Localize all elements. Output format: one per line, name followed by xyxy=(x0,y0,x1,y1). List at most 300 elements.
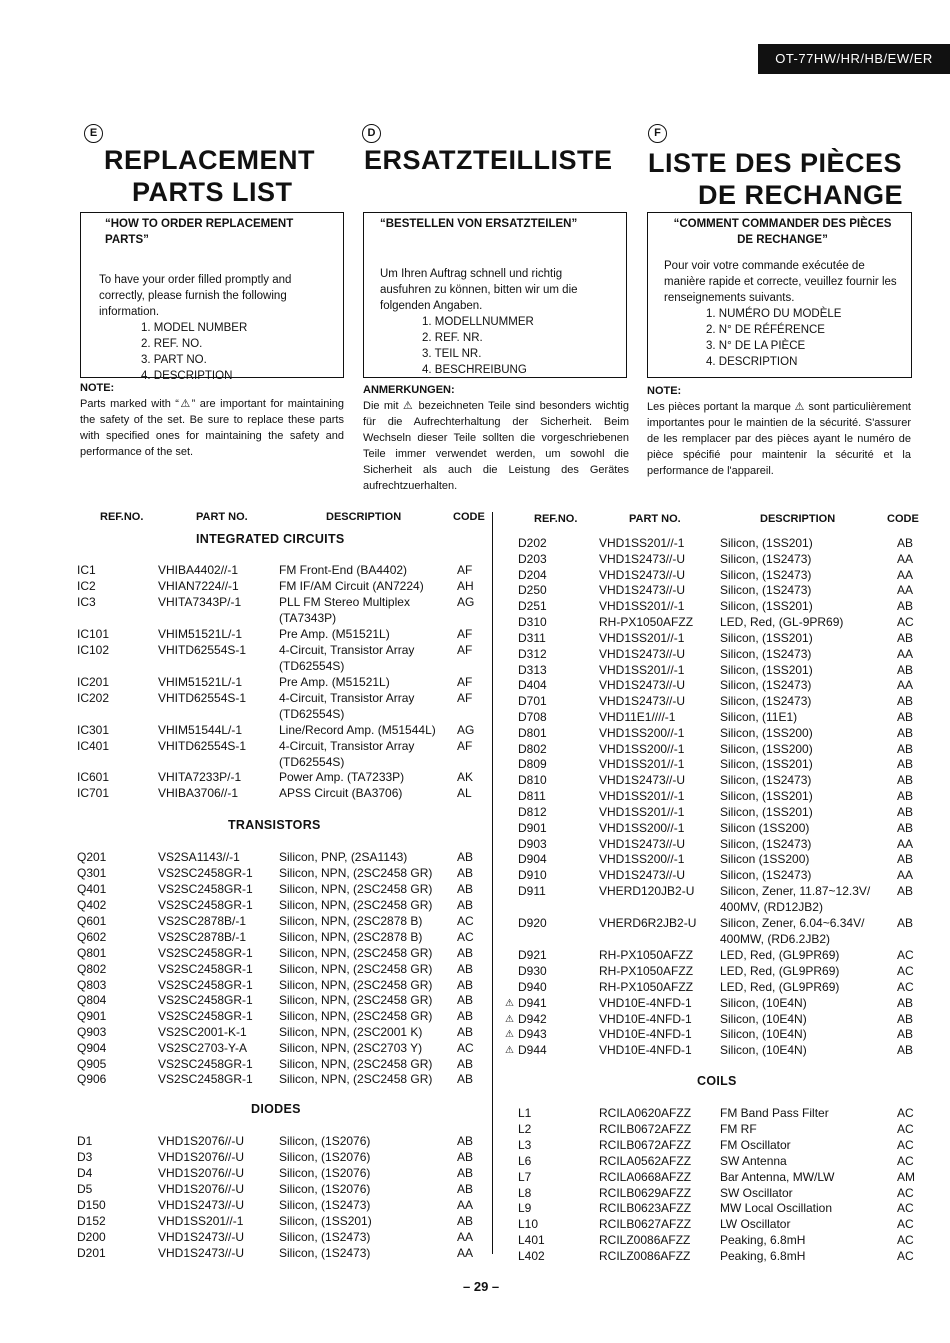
order-box-heading: “HOW TO ORDER REPLACEMENT PARTS” xyxy=(105,218,294,246)
note-text: Die mit ⚠ bezeichneten Teile sind besonders wichtig für die Aufrechterhaltung der Sicherheit. Beim Wechseln dieser Teile sollten die vorgeschriebenen Teile immer verwendet werden, um sowohl die Sicherheit als auch die Leistung des Gerätes aufrechtzuerhalten. xyxy=(363,400,629,492)
part-no-cell: VS2SC2703-Y-A xyxy=(158,1041,247,1055)
description-cell: Silicon, (10E4N) xyxy=(720,1043,807,1057)
ref-cell: D404 xyxy=(518,678,547,692)
description-cell: Power Amp. (TA7233P) xyxy=(279,770,405,784)
order-box-de xyxy=(363,212,627,378)
ref-cell: IC3 xyxy=(77,595,96,609)
description-cell: Silicon, NPN, (2SC2458 GR) xyxy=(279,866,433,880)
description-cell: 4-Circuit, Transistor Array xyxy=(279,643,415,657)
code-cell: AB xyxy=(897,773,914,787)
part-no-cell: VHITA7343P/-1 xyxy=(158,595,242,609)
description-cell: Silicon, NPN, (2SC2458 GR) xyxy=(279,978,433,992)
part-no-cell: VHD1S2076//-U xyxy=(158,1134,245,1148)
description-cell: Silicon, (1S2473) xyxy=(720,678,812,692)
part-no-cell: VHIBA3706//-1 xyxy=(158,786,239,800)
code-cell: AB xyxy=(897,916,914,930)
part-no-cell: VS2SC2878B/-1 xyxy=(158,914,247,928)
ref-cell: D250 xyxy=(518,583,547,597)
part-no-cell: VHITD62554S-1 xyxy=(158,739,247,753)
description-cell: 400MV, (RD12JB2) xyxy=(720,900,823,914)
part-no-cell: VHD1SS201//-1 xyxy=(599,789,685,803)
description-cell: Line/Record Amp. (M51544L) xyxy=(279,723,436,737)
code-cell: AA xyxy=(457,1230,474,1244)
description-cell: Silicon, (1SS201) xyxy=(720,789,813,803)
part-no-cell: VHIM51521L/-1 xyxy=(158,675,243,689)
code-cell: AB xyxy=(897,821,914,835)
ref-cell: Q602 xyxy=(77,930,107,944)
description-cell: Silicon, NPN, (2SC2878 B) xyxy=(279,930,423,944)
ref-cell: D203 xyxy=(518,552,547,566)
part-no-cell: VHERD120JB2-U xyxy=(599,884,695,898)
part-no-cell: VHD1S2473//-U xyxy=(158,1198,245,1212)
part-no-cell: VHD1S2473//-U xyxy=(599,868,686,882)
header-part-right: PART NO. xyxy=(629,513,681,525)
code-cell: AB xyxy=(897,757,914,771)
code-cell: AC xyxy=(897,964,914,978)
code-cell: AB xyxy=(897,726,914,740)
description-cell: Silicon, (10E4N) xyxy=(720,996,807,1010)
code-cell: AB xyxy=(457,946,474,960)
order-box-heading: “COMMENT COMMANDER DES PIÈCES DE RECHANGE” xyxy=(673,218,892,246)
description-cell: Silicon, PNP, (2SA1143) xyxy=(279,850,408,864)
ref-cell: D811 xyxy=(518,789,546,803)
order-box-heading: “BESTELLEN VON ERSATZTEILEN” xyxy=(380,218,578,230)
part-no-cell: VHD1S2076//-U xyxy=(158,1182,245,1196)
ref-cell: Q906 xyxy=(77,1072,107,1086)
order-box-list xyxy=(664,306,901,370)
ref-cell: D201 xyxy=(77,1246,106,1260)
part-no-cell: VHD1S2076//-U xyxy=(158,1166,245,1180)
code-cell: AC xyxy=(457,930,474,944)
code-cell: AB xyxy=(457,866,474,880)
part-no-cell: VHD1S2473//-U xyxy=(158,1246,245,1260)
description-cell: Silicon, NPN, (2SC2458 GR) xyxy=(279,993,433,1007)
part-no-cell: VHD10E-4NFD-1 xyxy=(599,1043,692,1057)
order-item: 4. DESCRIPTION xyxy=(706,356,798,368)
ref-cell: Q804 xyxy=(77,993,107,1007)
title-fr-line1: LISTE DES PIÈCES xyxy=(648,148,903,178)
part-no-cell: RCILZ0086AFZZ xyxy=(599,1249,691,1263)
description-cell: (TD62554S) xyxy=(279,707,345,721)
ref-cell: D901 xyxy=(518,821,547,835)
code-cell: AB xyxy=(897,599,914,613)
code-cell: AB xyxy=(457,1166,474,1180)
ref-cell: D802 xyxy=(518,742,547,756)
ref-cell: Q901 xyxy=(77,1009,107,1023)
code-cell: AC xyxy=(897,1106,914,1120)
ref-cell: IC2 xyxy=(77,579,96,593)
header-desc-right: DESCRIPTION xyxy=(760,513,836,525)
description-cell: (TD62554S) xyxy=(279,755,345,769)
code-cell: AA xyxy=(897,678,914,692)
part-no-cell: VHITA7233P/-1 xyxy=(158,770,242,784)
description-cell: LED, Red, (GL9PR69) xyxy=(720,948,840,962)
code-cell: AG xyxy=(457,595,475,609)
ref-cell: D930 xyxy=(518,964,547,978)
ref-cell: D910 xyxy=(518,868,547,882)
code-cell: AC xyxy=(897,980,914,994)
part-no-cell: VHD1SS201//-1 xyxy=(599,757,685,771)
description-cell: Silicon, NPN, (2SC2458 GR) xyxy=(279,1009,433,1023)
code-cell: AA xyxy=(457,1246,474,1260)
ref-cell: D310 xyxy=(518,615,547,629)
part-no-cell: RH-PX1050AFZZ xyxy=(599,948,694,962)
code-cell: AH xyxy=(457,579,474,593)
page-number: – 29 – xyxy=(463,1279,500,1294)
part-no-cell: RCILB0672AFZZ xyxy=(599,1122,692,1136)
lang-icon-e: E xyxy=(84,124,103,143)
ref-cell: D903 xyxy=(518,837,547,851)
ref-cell: D943 xyxy=(518,1027,547,1041)
model-badge: OT-77HW/HR/HB/EW/ER xyxy=(758,44,950,74)
code-cell: AM xyxy=(897,1170,915,1184)
note-de xyxy=(363,382,629,494)
code-cell: AC xyxy=(897,615,914,629)
ref-cell: L9 xyxy=(518,1201,532,1215)
part-no-cell: VHD10E-4NFD-1 xyxy=(599,1027,692,1041)
ref-cell: IC401 xyxy=(77,739,110,753)
code-cell: AB xyxy=(457,1214,474,1228)
code-cell: AG xyxy=(457,723,475,737)
part-no-cell: VS2SC2458GR-1 xyxy=(158,898,253,912)
part-no-cell: VHD1SS201//-1 xyxy=(599,599,685,613)
description-cell: Silicon, NPN, (2SC2001 K) xyxy=(279,1025,423,1039)
code-cell: AC xyxy=(457,914,474,928)
part-no-cell: RCILB0627AFZZ xyxy=(599,1217,692,1231)
ref-cell: D313 xyxy=(518,663,547,677)
code-cell: AB xyxy=(457,882,474,896)
description-cell: Silicon, (1S2473) xyxy=(720,837,812,851)
ref-cell: D200 xyxy=(77,1230,106,1244)
part-no-cell: VS2SC2878B/-1 xyxy=(158,930,247,944)
code-cell: AB xyxy=(457,1057,474,1071)
description-cell: MW Local Oscillation xyxy=(720,1201,833,1215)
code-cell: AC xyxy=(897,1154,914,1168)
order-box-en xyxy=(80,212,344,382)
ref-cell: D202 xyxy=(518,536,547,550)
note-heading: NOTE: xyxy=(80,382,115,394)
description-cell: Silicon, NPN, (2SC2458 GR) xyxy=(279,946,433,960)
code-cell: AA xyxy=(897,647,914,661)
part-no-cell: VHIBA4402//-1 xyxy=(158,563,239,577)
ref-cell: Q905 xyxy=(77,1057,107,1071)
description-cell: Silicon, (1SS201) xyxy=(720,757,813,771)
code-cell: AB xyxy=(897,884,914,898)
code-cell: AK xyxy=(457,770,474,784)
part-no-cell: VHD1S2473//-U xyxy=(599,837,686,851)
part-no-cell: VS2SC2458GR-1 xyxy=(158,1072,253,1086)
ref-cell: D904 xyxy=(518,852,547,866)
part-no-cell: VS2SC2458GR-1 xyxy=(158,978,253,992)
description-cell: Bar Antenna, MW/LW xyxy=(720,1170,835,1184)
part-no-cell: VS2SC2001-K-1 xyxy=(158,1025,247,1039)
ref-cell: D921 xyxy=(518,948,547,962)
description-cell: Silicon, (1S2473) xyxy=(720,583,812,597)
description-cell: Silicon, (1S2473) xyxy=(720,868,812,882)
header-ref-left: REF.NO. xyxy=(100,511,144,523)
ref-cell: Q301 xyxy=(77,866,107,880)
description-cell: Silicon, Zener, 11.87~12.3V/ xyxy=(720,884,871,898)
ref-cell: D920 xyxy=(518,916,547,930)
description-cell: Peaking, 6.8mH xyxy=(720,1233,806,1247)
description-cell: Silicon, Zener, 6.04~6.34V/ xyxy=(720,916,865,930)
lang-icon-f: F xyxy=(648,124,667,143)
code-cell: AC xyxy=(897,1186,914,1200)
order-item: 1. NUMÉRO DU MODÈLE xyxy=(706,308,842,320)
ref-cell: L10 xyxy=(518,1217,539,1231)
description-cell: Silicon, NPN, (2SC2458 GR) xyxy=(279,962,433,976)
description-cell: Silicon, NPN, (2SC2878 B) xyxy=(279,914,423,928)
order-item: 1. MODELLNUMMER xyxy=(422,316,534,328)
code-cell: AB xyxy=(457,1025,474,1039)
ref-cell: D942 xyxy=(518,1012,547,1026)
description-cell: Pre Amp. (M51521L) xyxy=(279,675,390,689)
code-cell: AC xyxy=(897,1138,914,1152)
ref-cell: L402 xyxy=(518,1249,545,1263)
ref-cell: D941 xyxy=(518,996,547,1010)
code-cell: AB xyxy=(457,993,474,1007)
part-no-cell: VHD1S2076//-U xyxy=(158,1150,245,1164)
description-cell: Pre Amp. (M51521L) xyxy=(279,627,390,641)
description-cell: LW Oscillator xyxy=(720,1217,791,1231)
title-en-line1: REPLACEMENT xyxy=(104,145,316,175)
code-cell: AF xyxy=(457,643,473,657)
title-de: ERSATZTEILLISTE xyxy=(364,145,613,175)
order-item: 4. BESCHREIBUNG xyxy=(422,364,527,376)
description-cell: Silicon, NPN, (2SC2458 GR) xyxy=(279,898,433,912)
code-cell: AB xyxy=(457,898,474,912)
description-cell: FM Oscillator xyxy=(720,1138,791,1152)
part-no-cell: VHERD6R2JB2-U xyxy=(599,916,697,930)
ref-cell: IC201 xyxy=(77,675,110,689)
part-no-cell: RCILB0629AFZZ xyxy=(599,1186,692,1200)
code-cell: AB xyxy=(897,663,914,677)
order-item: 4. DESCRIPTION xyxy=(141,370,233,382)
ref-cell: L6 xyxy=(518,1154,532,1168)
lang-icon-d: D xyxy=(362,124,381,143)
part-no-cell: RH-PX1050AFZZ xyxy=(599,980,694,994)
part-no-cell: VHD10E-4NFD-1 xyxy=(599,1012,692,1026)
ref-cell: D4 xyxy=(77,1166,93,1180)
ref-cell: Q801 xyxy=(77,946,107,960)
ref-cell: D150 xyxy=(77,1198,106,1212)
part-no-cell: VHD1SS201//-1 xyxy=(158,1214,244,1228)
code-cell: AF xyxy=(457,627,473,641)
part-no-cell: VS2SC2458GR-1 xyxy=(158,866,253,880)
ref-cell: Q802 xyxy=(77,962,107,976)
order-box-list xyxy=(380,314,616,378)
code-cell: AB xyxy=(897,1012,914,1026)
code-cell: AC xyxy=(897,1233,914,1247)
description-cell: APSS Circuit (BA3706) xyxy=(279,786,403,800)
code-cell: AA xyxy=(897,868,914,882)
ref-cell: Q601 xyxy=(77,914,107,928)
ref-cell: IC102 xyxy=(77,643,110,657)
ref-cell: D812 xyxy=(518,805,547,819)
code-cell: AL xyxy=(457,786,472,800)
code-cell: AB xyxy=(897,631,914,645)
section-title: COILS xyxy=(697,1074,737,1088)
part-no-cell: RCILA0620AFZZ xyxy=(599,1106,692,1120)
code-cell: AB xyxy=(897,694,914,708)
description-cell: Silicon, (1S2473) xyxy=(279,1246,371,1260)
order-box-text: To have your order filled promptly and correctly, please furnish the following information. xyxy=(99,274,292,318)
description-cell: LED, Red, (GL9PR69) xyxy=(720,980,840,994)
part-no-cell: VHD1S2473//-U xyxy=(599,773,686,787)
part-no-cell: VHITD62554S-1 xyxy=(158,691,247,705)
description-cell: FM Front-End (BA4402) xyxy=(279,563,408,577)
order-item: 1. MODEL NUMBER xyxy=(141,322,248,334)
ref-cell: L401 xyxy=(518,1233,545,1247)
code-cell: AB xyxy=(897,996,914,1010)
code-cell: AF xyxy=(457,563,473,577)
code-cell: AB xyxy=(897,536,914,550)
code-cell: AC xyxy=(897,948,914,962)
safety-warning-icon: ⚠ xyxy=(505,1029,514,1040)
ref-cell: L8 xyxy=(518,1186,532,1200)
description-cell: FM Band Pass Filter xyxy=(720,1106,829,1120)
ref-cell: Q904 xyxy=(77,1041,107,1055)
ref-cell: D204 xyxy=(518,568,547,582)
ref-cell: D944 xyxy=(518,1043,547,1057)
ref-cell: Q402 xyxy=(77,898,107,912)
description-cell: FM IF/AM Circuit (AN7224) xyxy=(279,579,424,593)
section-title: DIODES xyxy=(251,1102,301,1116)
code-cell: AA xyxy=(897,583,914,597)
note-heading: NOTE: xyxy=(647,385,682,397)
part-no-cell: RCILB0672AFZZ xyxy=(599,1138,692,1152)
header-code-right: CODE xyxy=(887,513,919,525)
description-cell: Silicon, (1SS201) xyxy=(720,663,813,677)
code-cell: AA xyxy=(457,1198,474,1212)
part-no-cell: VS2SC2458GR-1 xyxy=(158,1057,253,1071)
ref-cell: D152 xyxy=(77,1214,106,1228)
safety-warning-icon: ⚠ xyxy=(505,1014,514,1025)
ref-cell: D312 xyxy=(518,647,547,661)
header-part-left: PART NO. xyxy=(196,511,248,523)
description-cell: Silicon, (1SS201) xyxy=(720,805,813,819)
ref-cell: IC1 xyxy=(77,563,96,577)
code-cell: AA xyxy=(897,837,914,851)
part-no-cell: VHD1S2473//-U xyxy=(599,583,686,597)
code-cell: AF xyxy=(457,675,473,689)
description-cell: Silicon, (1S2473) xyxy=(279,1230,371,1244)
code-cell: AB xyxy=(897,710,914,724)
part-no-cell: VHD1S2473//-U xyxy=(599,552,686,566)
description-cell: Silicon, NPN, (2SC2458 GR) xyxy=(279,882,433,896)
description-cell: Silicon, (1S2076) xyxy=(279,1150,371,1164)
header-ref-right: REF.NO. xyxy=(534,513,578,525)
ref-cell: L3 xyxy=(518,1138,532,1152)
header-desc-left: DESCRIPTION xyxy=(326,511,402,523)
description-cell: Silicon, NPN, (2SC2458 GR) xyxy=(279,1057,433,1071)
ref-cell: D701 xyxy=(518,694,547,708)
code-cell: AB xyxy=(897,1027,914,1041)
section-title: TRANSISTORS xyxy=(228,818,321,832)
code-cell: AB xyxy=(457,978,474,992)
description-cell: Silicon, (1S2076) xyxy=(279,1182,371,1196)
order-box-fr xyxy=(647,212,912,378)
order-item: 3. PART NO. xyxy=(141,354,207,366)
description-cell: SW Oscillator xyxy=(720,1186,793,1200)
note-text: Les pièces portant la marque ⚠ sont particulièrement importantes pour le maintien de la sécurité. S'assurer de les remplacer par des pièces ayant le numéro de pièce spécifié pour maintenir la sécurité et la performance de l'appareil. xyxy=(647,401,911,477)
part-no-cell: VHD1SS200//-1 xyxy=(599,742,685,756)
safety-warning-icon: ⚠ xyxy=(505,1045,514,1056)
ref-cell: D5 xyxy=(77,1182,93,1196)
ref-cell: IC301 xyxy=(77,723,110,737)
code-cell: AA xyxy=(897,568,914,582)
code-cell: AF xyxy=(457,691,473,705)
description-cell: Silicon (1SS200) xyxy=(720,852,810,866)
description-cell: SW Antenna xyxy=(720,1154,787,1168)
ref-cell: D251 xyxy=(518,599,547,613)
description-cell: Silicon, (1SS200) xyxy=(720,726,813,740)
description-cell: Silicon, (1SS201) xyxy=(720,631,813,645)
code-cell: AF xyxy=(457,739,473,753)
part-no-cell: VHD1SS201//-1 xyxy=(599,663,685,677)
order-box-list xyxy=(99,320,333,384)
part-no-cell: RCILA0668AFZZ xyxy=(599,1170,692,1184)
description-cell: Silicon, (10E4N) xyxy=(720,1012,807,1026)
ref-cell: IC101 xyxy=(77,627,110,641)
description-cell: 400MW, (RD6.2JB2) xyxy=(720,932,831,946)
description-cell: Silicon, NPN, (2SC2458 GR) xyxy=(279,1072,433,1086)
order-item: 2. N° DE RÉFÉRENCE xyxy=(706,324,825,336)
description-cell: (TA7343P) xyxy=(279,611,337,625)
part-no-cell: VHD1S2473//-U xyxy=(599,678,686,692)
code-cell: AB xyxy=(457,1182,474,1196)
description-cell: Silicon, (1S2473) xyxy=(720,773,812,787)
part-no-cell: VHD1S2473//-U xyxy=(599,568,686,582)
code-cell: AB xyxy=(457,962,474,976)
description-cell: LED, Red, (GL9PR69) xyxy=(720,964,840,978)
part-no-cell: VHD11E1////-1 xyxy=(599,710,676,724)
part-no-cell: VHIAN7224//-1 xyxy=(158,579,239,593)
part-no-cell: VS2SC2458GR-1 xyxy=(158,1009,253,1023)
part-no-cell: VHD1S2473//-U xyxy=(599,694,686,708)
ref-cell: D708 xyxy=(518,710,547,724)
part-no-cell: RH-PX1050AFZZ xyxy=(599,615,694,629)
description-cell: Silicon, (1SS201) xyxy=(720,599,813,613)
part-no-cell: VS2SA1143//-1 xyxy=(158,850,240,864)
description-cell: Silicon, (1S2076) xyxy=(279,1134,371,1148)
code-cell: AC xyxy=(897,1217,914,1231)
ref-cell: IC601 xyxy=(77,770,110,784)
code-cell: AB xyxy=(897,742,914,756)
description-cell: Silicon, (1S2473) xyxy=(720,647,812,661)
description-cell: FM RF xyxy=(720,1122,757,1136)
description-cell: Silicon (1SS200) xyxy=(720,821,810,835)
description-cell: Silicon, (1SS200) xyxy=(720,742,813,756)
part-no-cell: VHD1SS201//-1 xyxy=(599,631,685,645)
description-cell: LED, Red, (GL-9PR69) xyxy=(720,615,844,629)
ref-cell: Q401 xyxy=(77,882,107,896)
description-cell: Silicon, (1SS201) xyxy=(279,1214,372,1228)
description-cell: Peaking, 6.8mH xyxy=(720,1249,806,1263)
code-cell: AB xyxy=(457,1134,474,1148)
code-cell: AB xyxy=(897,852,914,866)
code-cell: AB xyxy=(457,850,474,864)
part-no-cell: VS2SC2458GR-1 xyxy=(158,993,253,1007)
section-title: INTEGRATED CIRCUITS xyxy=(196,532,345,546)
description-cell: Silicon, (1S2473) xyxy=(279,1198,371,1212)
note-text: Parts marked with “⚠” are important for maintaining the safety of the set. Be sure to replace these parts with specified ones for maintaining the safety and performance of the set. xyxy=(80,398,344,458)
ref-cell: Q903 xyxy=(77,1025,107,1039)
note-en xyxy=(80,380,344,460)
column-divider xyxy=(492,512,493,1254)
note-fr xyxy=(647,383,911,479)
part-no-cell: RCILB0623AFZZ xyxy=(599,1201,692,1215)
